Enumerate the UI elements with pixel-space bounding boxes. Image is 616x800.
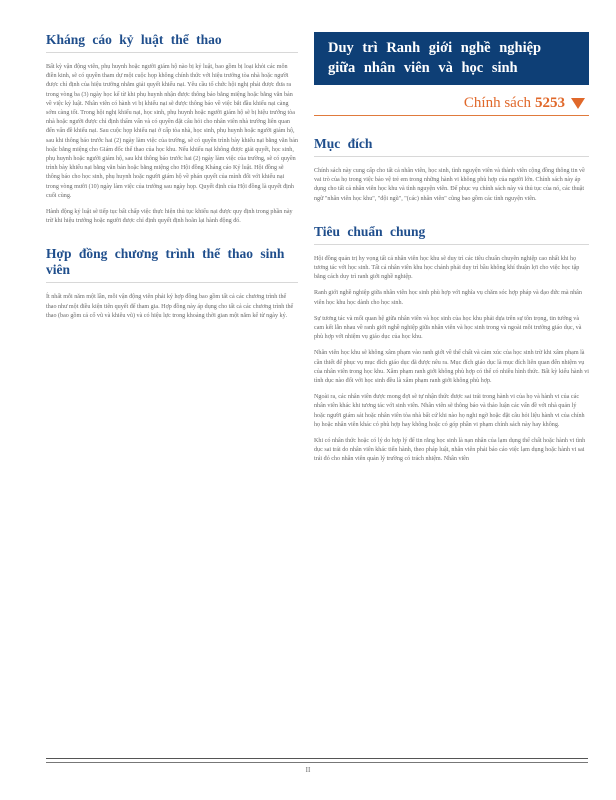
contract-heading: Hợp đồng chương trình thể thao sinh viên xyxy=(46,246,298,283)
standards-paragraph-6: Khi có nhân thức hoặc có lý do hợp lý để tin rằng học sinh là nạn nhân của lạm dụng thể chất hoặc hành vi tình dục sai trái do nhân viên khác tiến hành, theo pháp luật, nhân viên phải báo cáo việc lạm dụng hoặc hành vi sai trái đó cho nhân viên quản lý trường có trách nhiệm. Nhân viên xyxy=(314,438,586,463)
policy-number-row xyxy=(314,95,589,116)
purpose-heading: Mục đích xyxy=(314,136,589,157)
footer-rule-thick xyxy=(46,758,588,759)
policy-number: 5253 xyxy=(535,95,565,111)
footer-rule-thin xyxy=(46,762,588,763)
policy-title-line-2: giữa nhân viên và học sinh xyxy=(328,60,518,76)
standards-paragraph-2: Ranh giới nghề nghiệp giữa nhân viên học sinh phù hợp với nghĩa vụ chăm sóc hợp pháp và đạo đức mà nhân viên học khu học dành cho học sinh. xyxy=(314,290,582,306)
standards-paragraph-4: Nhân viên học khu sẽ không xâm phạm vào ranh giới về thể chất và cảm xúc của học sinh trừ khi xâm phạm là cần thiết để phục vụ mục đích giáo dục đã được nêu ra. Mục đích giáo dục là mục đích liên quan đến nhiệm vụ của nhân viên trong học khu. Xâm phạm ranh giới không phù hợp có thể có nhiều hình thức. Bất kỳ kiểu hành vi tình dục nào đối với học sinh đều là xâm phạm ranh giới không phù hợp. xyxy=(314,350,589,385)
policy-label: Chính sách xyxy=(463,95,531,111)
left-column xyxy=(46,32,298,328)
appeal-heading: Kháng cáo kỷ luật thể thao xyxy=(46,32,298,53)
appeal-paragraph-2: Hành động kỷ luật sẽ tiếp tục bất chấp việc thực hiện thủ tục khiếu nại được quy định trong phần này trừ khi hiệu trưởng hoặc người được chỉ định quyết định hoãn lại hành động đó. xyxy=(46,209,293,225)
standards-heading: Tiêu chuẩn chung xyxy=(314,224,589,245)
policy-title-line-1: Duy trì Ranh giới nghề nghiệp xyxy=(328,40,542,56)
standards-paragraph-3: Sự tương tác và mối quan hệ giữa nhân viên và học sinh của học khu phải dựa trên sự tôn trọng, tin tưởng và cam kết lẫn nhau về ranh giới nghề nghiệp giữa nhân viên và học sinh trong và ngoài môi trường giáo dục, và phù hợp với nhiệm vụ giáo dục của học khu. xyxy=(314,315,582,341)
page-number: II xyxy=(305,766,311,774)
contract-paragraph-1: Ít nhất mỗi năm một lần, mỗi vận động viên phải ký hợp đồng bao gồm tất cả các chương trình thể thao như một điều kiện tiên quyết để tham gia. Hợp đồng này áp dụng cho tất cả các chương trình thể thao (bao gồm cả cổ vũ và khiêu vũ) và có hiệu lực trong khoảng thời gian một năm kể từ ngày ký. xyxy=(46,294,294,319)
triangle-down-icon xyxy=(571,98,585,109)
standards-paragraph-5: Ngoài ra, các nhân viên được mong đợi sẽ tự nhận thức được sai trái trong hành vi của họ và hành vi của các nhân viên khác khi tương tác với sinh viên. Nhân viên sẽ thông báo và thảo luận các vấn đề với nhà quản lý hoặc người giám sát hoặc nhân viên tòa nhà bất cứ khi nào họ nghi ngờ hoặc đặt câu hỏi liệu hành vi của chính họ hoặc nhân viên khác có phù hợp hay không hoặc có góp phần vi phạm chính sách này hay không. xyxy=(314,394,585,428)
standards-paragraph-1: Hội đồng quản trị hy vọng tất cả nhân viên học khu sẽ duy trì các tiêu chuẩn chuyên nghiệp cao nhất khi họ tương tác với học sinh. Tất cả nhân viên khu học chánh phải duy trì bầu không khí thuận lợi cho việc học tập bằng cách duy trì ranh giới nghề nghiệp. xyxy=(314,255,580,281)
purpose-paragraph-1: Chính sách này cung cấp cho tất cả nhân viên, học sinh, tình nguyện viên và thành viên cộng đồng thông tin về vai trò của họ trong việc bảo vệ trẻ em trong những hành vi không phù hợp của người lớn. Chính sách này áp dụng cho tất cả nhân viên học khu và tình nguyện viên. Để phục vụ chính sách này và thủ tục của nó, các thuật ngữ "nhân viên học khu", "đội ngũ", "(các) nhân viên" cũng bao gồm các tình nguyện viên. xyxy=(314,168,585,202)
right-column xyxy=(314,32,589,472)
policy-title-banner xyxy=(314,32,589,85)
appeal-paragraph-1: Bất kỳ vận động viên, phụ huynh hoặc người giám hộ nào bị kỷ luật, bao gồm bị loại khỏi các môn điền kinh, sẽ có quyền tham dự một cuộc họp không chính thức với hiệu trưởng tòa nhà hoặc người được chỉ định của hiệu trưởng nhằm giải quyết khiếu nại. Yêu cầu tổ chức hội nghị phải được đưa ra trong vòng ba (3) ngày học kể từ khi phụ huynh nhận được thông báo bằng miệng hoặc bằng văn bản về việc kỷ luật. Nhân viên có hành vi bị khiếu nại sẽ được thông báo về việc bắt đầu khiếu nại càng sớm càng tốt. Trong hội nghị khiếu nại, học sinh, phụ huynh hoặc người giám hộ sẽ bị hiệu trưởng tòa nhà hoặc người được chỉ định thẩm vấn và có quyền đặt câu hỏi cho nhân viên nhà trường liên quan đến vấn đề khiếu nại. Sau cuộc họp khiếu nại ở cấp tòa nhà, học sinh, phụ huynh hoặc người giám hộ, sau khi thông báo trước hai (2) ngày làm việc của trường, sẽ có quyền trình bày khiếu nại bằng văn bản hoặc bằng miệng cho Giám đốc thể thao của học khu. Nếu khiếu nại không được giải quyết, học sinh, phụ huynh hoặc người giám hộ, sau khi thông báo trước hai (2) ngày làm việc của trường, sẽ có quyền trình bày khiếu nại bằng văn bản hoặc bằng miệng cho Hội đồng Kháng cáo Kỷ luật. Hội đồng sẽ thông báo cho học sinh, phụ huynh hoặc người giám hộ về phán quyết của mình đối với khiếu nại trong vòng mười (10) ngày làm việc của trường sau ngày họp. Quyết định của Hội đồng là quyết định cuối cùng. xyxy=(46,64,298,199)
